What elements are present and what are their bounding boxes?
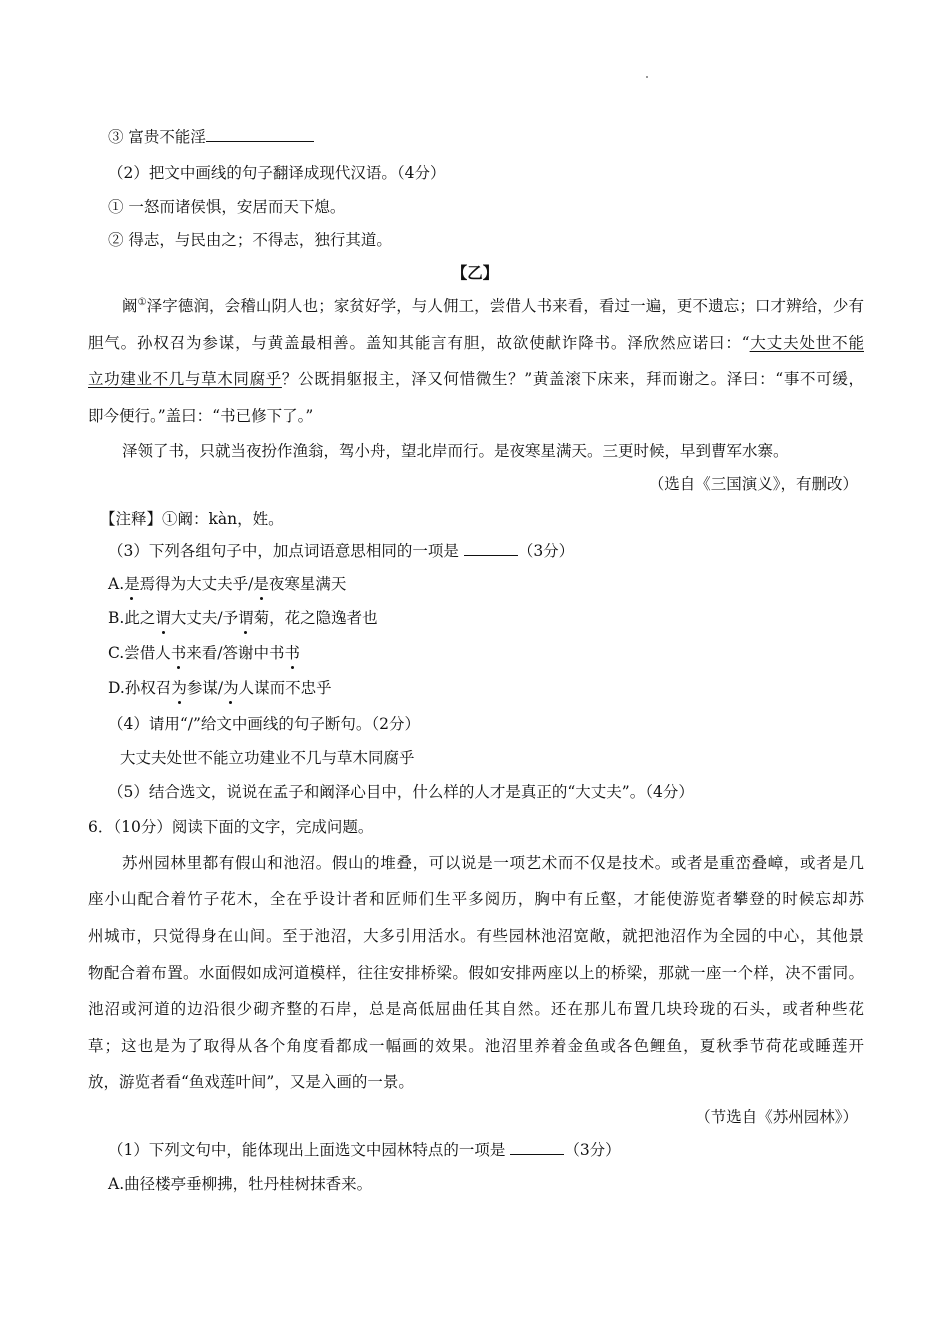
dotted-word: 谓 [155, 609, 171, 627]
translate-sentence-2: ② 得志，与民由之；不得志，独行其道。 [108, 231, 392, 249]
passage-line: 胆气。孙权召为参谋，与黄盖最相善。盖知其能言有胆，故欲使献诈降书。泽欣然应诺曰：“大丈夫处世不能 [88, 334, 864, 352]
annotation: 【注释】①阚：kàn，姓。 [100, 510, 284, 528]
passage-line: 池沼或河道的边沿很少砌齐整的石岸，总是高低屈曲任其自然。还在那儿布置几块玲珑的石头，或者种些花 [88, 1000, 864, 1018]
option-a[interactable]: A.是焉得为大丈夫乎/是夜寒星满天 [108, 575, 347, 593]
sub-question-4: （4）请用“/”给文中画线的句子断句。（2分） [108, 715, 421, 733]
passage-line: 座小山配合着竹子花木，全在乎设计者和匠师们生平多阅历，胸中有丘壑，才能使游览者攀登的时候忘却苏 [88, 890, 864, 908]
option-d[interactable]: D.孙权召为参谋/为人谋而不忠乎 [108, 679, 332, 697]
passage-line: 阚①泽字德润，会稽山阴人也；家贫好学，与人佣工，尝借人书来看，看过一遍，更不遗忘；口才辨给，少有 [122, 296, 864, 315]
answer-blank[interactable] [206, 140, 314, 142]
scan-dot [646, 76, 648, 78]
dotted-word: 为 [171, 679, 187, 697]
q6-option-a[interactable]: A.曲径楼亭垂柳拂，牡丹桂树抹香来。 [108, 1175, 373, 1193]
sentence-to-punctuate: 大丈夫处世不能立功建业不几与草木同腐乎 [120, 749, 415, 767]
passage-yi-title: 【乙】 [451, 263, 499, 282]
passage-line: 立功建业不几与草木同腐乎？公既捐躯报主，泽又何惜微生？”黄盖滚下床来，拜而谢之。泽曰：“事不可缓， [88, 370, 864, 388]
passage-line: 苏州园林里都有假山和池沼。假山的堆叠，可以说是一项艺术而不仅是技术。或者是重峦叠嶂，或者是几 [122, 854, 864, 872]
dotted-word: 书 [170, 644, 187, 662]
passage-line: 草；这也是为了取得从各个角度看都成一幅画的效果。池沼里养着金鱼或各色鲤鱼，夏秋季节荷花或睡莲开 [88, 1037, 864, 1055]
underlined-sentence: 大丈夫处世不能 [749, 334, 864, 352]
answer-blank[interactable] [510, 1153, 564, 1155]
passage-line: 泽领了书，只就当夜扮作渔翁，驾小舟，望北岸而行。是夜寒星满天。三更时候，早到曹军水寨。 [122, 442, 789, 460]
sub-question-2: （2）把文中画线的句子翻译成现代汉语。（4分） [108, 164, 446, 182]
passage-line: 物配合着布置。水面假如成河道模样，往往安排桥梁。假如安排两座以上的桥梁，那就一座一个样，决不雷同。 [88, 964, 864, 982]
passage-line: 即今便行。”盖曰：“书已修下了。” [88, 407, 314, 425]
footnote-marker: ① [137, 296, 147, 308]
passage-line: 放，游览者看“鱼戏莲叶间”，又是入画的一景。 [88, 1073, 414, 1091]
sub-question-5: （5）结合选文，说说在孟子和阚泽心目中，什么样的人才是真正的“大丈夫”。（4分） [108, 783, 694, 801]
dotted-word: 为 [223, 679, 239, 697]
underlined-sentence: 立功建业不几与草木同腐乎 [88, 370, 282, 388]
question-6-heading: 6．（10分）阅读下面的文字，完成问题。 [88, 818, 374, 836]
option-c[interactable]: C.尝借人书来看/答谢中书书 [108, 644, 300, 662]
dotted-word: 谓 [238, 609, 254, 627]
passage-line: 州城市，只觉得身在山间。至于池沼，大多引用活水。有些园林池沼宽敞，就把池沼作为全园的中心，其他景 [88, 927, 864, 945]
dotted-word: 是 [124, 575, 140, 593]
question-item-3: ③ 富贵不能淫 [108, 126, 314, 148]
answer-blank[interactable] [464, 554, 518, 556]
sub-question-3: （3）下列各组句子中，加点词语意思相同的一项是 （3分） [108, 542, 575, 560]
source-citation: （节选自《苏州园林》） [695, 1108, 858, 1126]
source-citation: （选自《三国演义》，有删改） [648, 475, 858, 493]
q6-sub-question-1: （1）下列文句中，能体现出上面选文中园林特点的一项是 （3分） [108, 1141, 621, 1159]
dotted-word: 是 [253, 575, 269, 593]
dotted-word: 书 [284, 644, 300, 662]
option-b[interactable]: B.此之谓大丈夫/予谓菊，花之隐逸者也 [108, 609, 378, 627]
translate-sentence-1: ① 一怒而诸侯惧，安居而天下熄。 [108, 198, 346, 216]
